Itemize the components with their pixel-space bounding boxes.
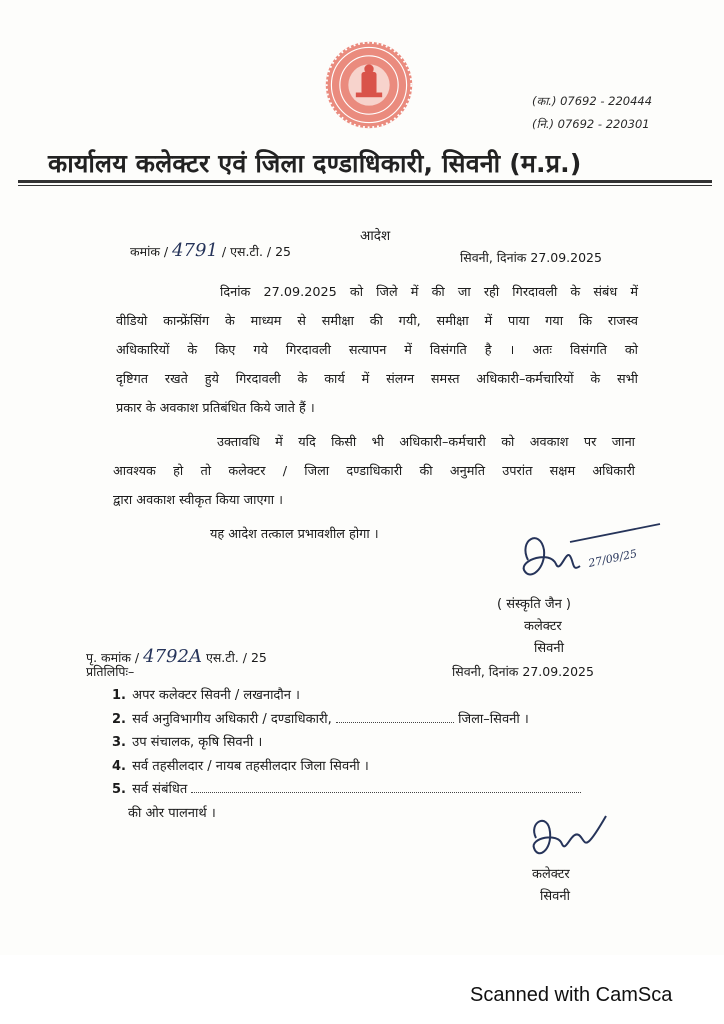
list-item-text: सर्व संबंधित	[132, 782, 188, 797]
list-item	[112, 731, 581, 755]
copy-ref-suffix: एस.टी. / 25	[205, 650, 267, 665]
list-item-number: 5.	[112, 782, 126, 797]
camscanner-watermark: Scanned with CamSca	[470, 984, 673, 1006]
signatory-designation-2: कलेक्टर	[532, 867, 570, 882]
signatory-designation: कलेक्टर	[524, 619, 562, 634]
paragraph-line: दिनांक 27.09.2025 को जिले में की जा रही गिरदावली के संबंध में	[220, 285, 638, 300]
list-item	[112, 778, 581, 802]
contact-numbers	[532, 90, 652, 136]
list-item	[112, 684, 581, 708]
header-rule-thick	[18, 180, 712, 183]
copy-ref-prefix: पृ. कमांक /	[86, 650, 140, 665]
paragraph-line: आवश्यक हो तो कलेक्टर / जिला दण्डाधिकारी की अनुमति उपरांत सक्षम अधिकारी	[113, 464, 635, 479]
list-item-number: 4.	[112, 758, 126, 774]
order-place-date: सिवनी, दिनांक 27.09.2025	[460, 250, 602, 265]
paragraph-line: द्वारा अवकाश स्वीकृत किया जाएगा ।	[113, 493, 283, 508]
list-item	[112, 708, 581, 732]
list-item-tail: जिला–सिवनी ।	[458, 711, 529, 727]
copy-recipient-list	[112, 684, 581, 825]
list-closing: की ओर पालनार्थ ।	[128, 805, 216, 821]
paragraph-line: उक्तावधि में यदि किसी भी अधिकारी–कर्मचारी को अवकाश पर जाना	[217, 435, 635, 450]
paragraph-line: प्रकार के अवकाश प्रतिबंधित किये जाते हैं ।	[116, 401, 315, 416]
copy-label: प्रतिलिपिः–	[86, 664, 135, 679]
order-title: आदेश	[360, 228, 391, 244]
signatory-name: ( संस्कृति जैन )	[497, 597, 572, 612]
phone-residence: (नि.) 07692 - 220301	[532, 117, 650, 131]
paragraph-line: वीडियो कान्फ्रेंसिंग के माध्यम से समीक्षा की गयी, समीक्षा में पाया गया कि राजस्व	[116, 314, 638, 329]
phone-office: (का.) 07692 - 220444	[532, 94, 653, 108]
signatory-place-2: सिवनी	[540, 889, 570, 904]
blank-line	[191, 790, 581, 793]
blank-line	[336, 720, 454, 723]
paragraph-line: दृष्टिगत रखते हुये गिरदावली के कार्य में संलग्न समस्त अधिकारी–कर्मचारियों के सभी	[116, 372, 638, 387]
list-item-text: सर्व अनुविभागीय अधिकारी / दण्डाधिकारी,	[132, 711, 332, 727]
order-ref-number: 4791	[172, 240, 218, 261]
paragraph-line: अधिकारियों के किए गये गिरदावली सत्यापन में विसंगति है । अतः विसंगति को	[116, 343, 638, 358]
list-item-number: 1.	[112, 688, 126, 703]
order-effective-note: यह आदेश तत्काल प्रभावशील होगा ।	[210, 527, 379, 542]
order-ref-prefix: कमांक /	[130, 244, 169, 259]
signature-date: 27/09/25	[587, 547, 639, 570]
order-reference	[130, 240, 291, 261]
copy-place-date: सिवनी, दिनांक 27.09.2025	[452, 664, 594, 679]
government-seal-emblem	[322, 38, 416, 132]
order-paragraph-2	[113, 428, 635, 515]
list-item-number: 2.	[112, 711, 126, 727]
collector-signature-2	[520, 808, 620, 868]
signatory-place: सिवनी	[534, 641, 564, 656]
copy-ref-number: 4792A	[143, 646, 202, 667]
order-paragraph-1	[116, 278, 638, 423]
list-item-text: उप संचालक, कृषि सिवनी ।	[132, 735, 263, 750]
list-item-text: अपर कलेक्टर सिवनी / लखनादौन ।	[132, 688, 300, 703]
list-item-text: सर्व तहसीलदार / नायब तहसीलदार जिला सिवनी ।	[132, 758, 369, 774]
list-item	[112, 755, 581, 779]
list-item-number: 3.	[112, 735, 126, 750]
office-title: कार्यालय कलेक्टर एवं जिला दण्डाधिकारी, सिवनी (म.प्र.)	[48, 149, 582, 178]
header-rule-thin	[18, 185, 712, 186]
order-ref-suffix: / एस.टी. / 25	[221, 244, 291, 259]
